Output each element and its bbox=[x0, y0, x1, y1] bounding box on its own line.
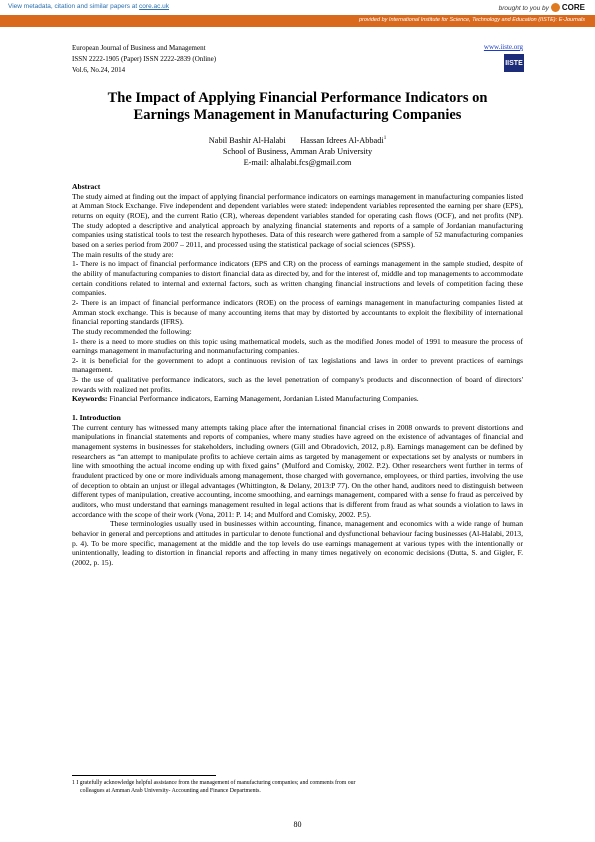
footnote-mark: 1 bbox=[383, 136, 387, 141]
paper-body bbox=[72, 182, 523, 568]
abstract-recommendation-3: 3- the use of qualitative performance indicators, such as the level penetration of company's products and disconnection of board of directors' rewards with realized net profits. bbox=[72, 375, 523, 394]
core-metadata-text bbox=[8, 3, 169, 10]
core-brought-by: brought to you by bbox=[498, 5, 549, 12]
journal-header bbox=[72, 43, 216, 76]
core-metadata-label: View metadata, citation and similar papers at bbox=[8, 3, 138, 10]
abstract-heading: Abstract bbox=[72, 182, 101, 191]
journal-site-link[interactable]: www.iiste.org bbox=[483, 43, 523, 51]
page-number: 80 bbox=[293, 820, 302, 829]
introduction-paragraph-2: These terminologies usually used in businesses within accounting, finance, management and economics with a wide range of human behavior in general and perceptions and attitudes in particular to denote functional and dysfunctional behaviour facing businesses (Al-Halabi, 2013, p. 4). To be more specific, management at the middle and the top levels do use earnings management at various types with the intentionally or unintentionally, leading to distortion in financial reports and affecting in many times negatively on economic decisions (Dutta, S. and Gigler, F. (2002, p. 15). bbox=[72, 519, 523, 567]
abstract-paragraph: The study aimed at finding out the impact of applying financial performance indicators on earnings management in manufacturing companies listed at Amman Stock Exchange. Five independent and dependent variables were stated: independent variables represented the earning per share (EPS), returns on equity (ROE), and the current Ratio (CR), whereas dependent variables standed for operating cash flows (OCF), and net profits (NP). The study adopted a descriptive and analytical approach by analyzing financial statements and reports of a sample of Jordanian manufacturing companies using statistical tools to test the research hypotheses. Data of this research were gathered from a sample of 52 manufacturing companies based on a series period from 2007 – 2011, and processed using the statistical package of social sciences (SPSS). bbox=[72, 191, 523, 249]
keywords-text: Financial Performance indicators, Earning Management, Jordanian Listed Manufacturing Companies. bbox=[109, 394, 419, 404]
keywords-line bbox=[72, 394, 523, 404]
footnote-divider bbox=[72, 775, 216, 776]
footnote-line-1: 1 I gratefully acknowledge helpful assistance from the management of manufacturing companies; and comments from our bbox=[72, 780, 356, 786]
provider-text: provided by International Institute for Science, Technology and Education (IISTE): E-Journals bbox=[358, 17, 585, 23]
title-line-1: The Impact of Applying Financial Performance Indicators on bbox=[107, 90, 488, 106]
introduction-paragraph-1: The current century has witnessed many attempts taking place after the international financial crises in 2008 onwards to prevent distortions and manipulations in financial statements and reports of companies, where many studies have agreed on the existence of advantages of financial and management systems in businesses for stakeholders, including owners (Gill and Obradovich, 2012, p.8). Earnings management can be defined by researchers as “an attempt to manipulate profits to achieve certain aims as targeted by management or expectations set by analysts or numbers in line with smoothing the actual income ending up with fixed gains" (Mulford and Comisky, 2002. P.2). Other researchers went further in terms of fraudulent practiced by one or more individuals among management, those charged with governance, employees, or third parties, involving the use of deception to obtain an unjust or illegal advantages (Whittington, & Delany, 2013:P 77). On the other hand, auditors need to distinguish between different types of manipulation, creative accounting, income smoothing, and earnings management, compared with a sense fo fraud as perceived by auditors, who must understand that earnings management resulted in legal actions that is different from fraud as what sounds a violation to laws in accordance with the scope of their work (Vona, 2011: P. 14; and Mulford and Comisky, 2002. P.5). bbox=[72, 422, 523, 519]
footnote bbox=[72, 779, 523, 795]
core-brand-name: CORE bbox=[561, 3, 585, 12]
abstract-result-1: 1- There is no impact of financial performance indicators (EPS and CR) on the process of earnings management in the sample studied, despite of the ability of manufacturing companies to distort financial data as directed by, and for the interest of, middle and top managements to accommodate certain conditions related to internal and external factors, such as written changing financial instructions and levels of competition facing these companies. bbox=[72, 259, 523, 298]
paper-title bbox=[72, 90, 523, 124]
footnote-line-2: colleagues at Amman Arab University- Accounting and Finance Departments. bbox=[80, 788, 261, 794]
author-block bbox=[72, 133, 523, 168]
core-brand[interactable] bbox=[499, 3, 585, 12]
author-email: E-mail: alhalabi.fcs@gmail.com bbox=[243, 157, 352, 167]
abstract-recommendation-1: 1- there is a need to more studies on this topic using mathematical models, such as the modified Jones model of 1991 to measure the process of earnings management in manufacturing and nonmanufacturing companies. bbox=[72, 336, 523, 356]
journal-issn: ISSN 2222-1905 (Paper) ISSN 2222-2839 (Online) bbox=[72, 55, 217, 63]
abstract-recommendations-intro: The study recommended the following: bbox=[72, 326, 192, 336]
abstract-result-2: 2- There is an impact of financial performance indicators (ROE) on the process of earnings management in manufacturing companies listed at Amman stock exchange. This is because of many accounting items that may by distorted by accountants to exploit the flexibility of international financial reporting standards (IFRS). bbox=[72, 297, 523, 327]
abstract-recommendation-2: 2- it is beneficial for the government to adopt a continuous revision of tax legislations and laws in order to prevent practices of earnings management. bbox=[72, 355, 523, 375]
author-names-text: Nabil Bashir Al-Halabi Hassan Idrees Al-Abbadi bbox=[208, 135, 384, 145]
core-banner bbox=[0, 0, 595, 14]
abstract-results-intro: The main results of the study are: bbox=[72, 249, 174, 259]
iiste-logo-icon: IISTE bbox=[504, 54, 524, 72]
core-link[interactable]: core.ac.uk bbox=[139, 3, 170, 10]
core-logo-icon bbox=[551, 3, 560, 12]
author-names bbox=[72, 133, 523, 146]
keywords-label: Keywords: bbox=[72, 394, 108, 404]
introduction-heading: 1. Introduction bbox=[72, 413, 121, 423]
title-line-2: Earnings Management in Manufacturing Companies bbox=[133, 107, 462, 123]
journal-name: European Journal of Business and Management bbox=[72, 44, 206, 52]
provider-banner bbox=[0, 15, 595, 27]
journal-volume: Vol.6, No.24, 2014 bbox=[72, 66, 126, 74]
author-affiliation: School of Business, Amman Arab University bbox=[222, 146, 373, 156]
